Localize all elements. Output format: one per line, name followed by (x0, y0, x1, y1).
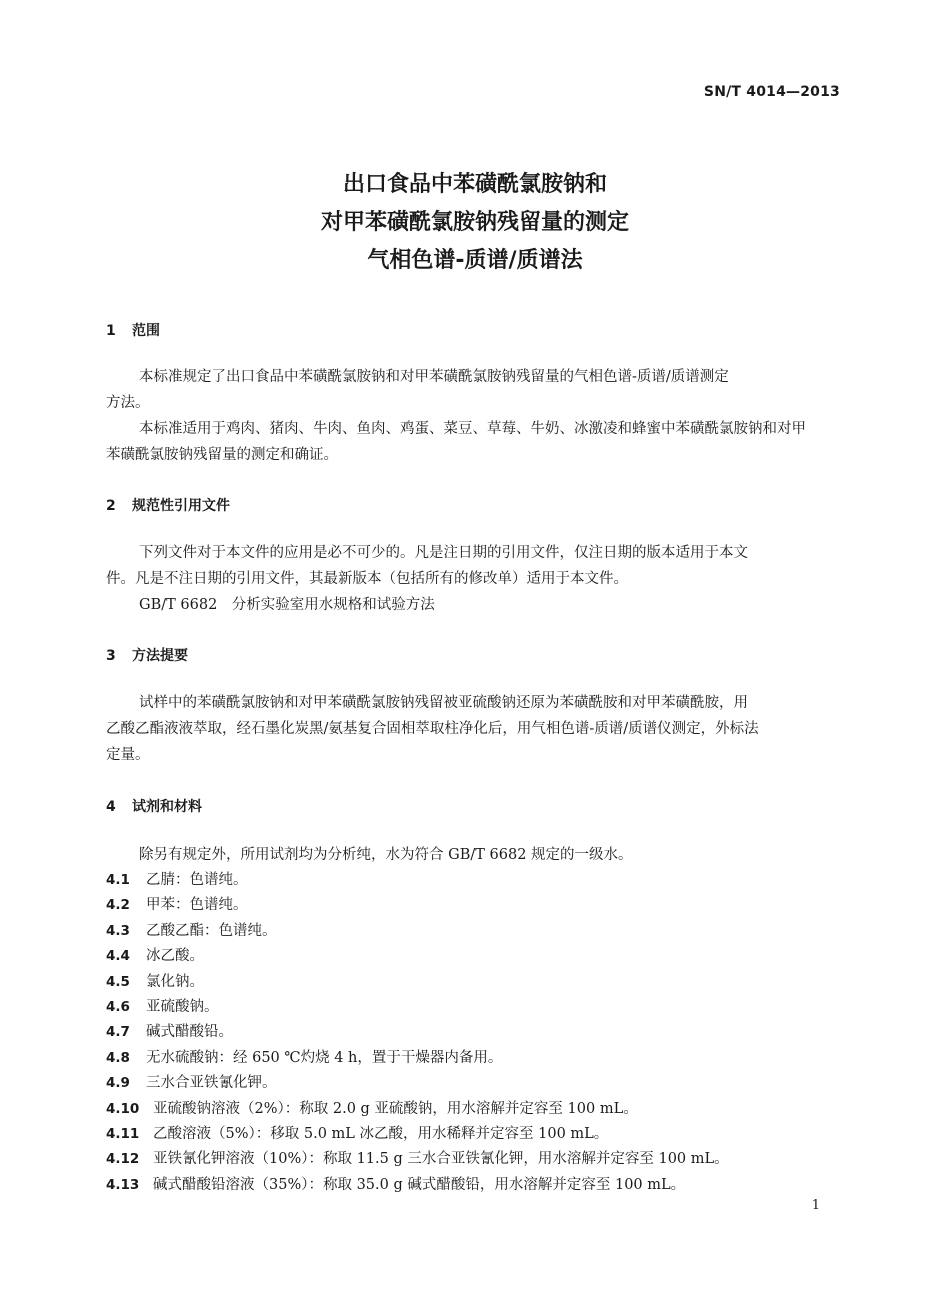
title-line-3: 气相色谱-质谱/质谱法 (367, 248, 583, 273)
section-number: 2 (106, 498, 116, 514)
text-line: 苯磺酰氯胺钠残留量的测定和确证。 (106, 447, 338, 463)
text-line: 乙酸乙酯液液萃取，经石墨化炭黑/氨基复合固相萃取柱净化后，用气相色谱-质谱/质谱仪测定，外标法 (106, 721, 759, 737)
reagent-item (106, 1071, 277, 1092)
section-number: 1 (106, 323, 116, 339)
section-number: 4 (106, 799, 116, 815)
reagent-item-text: 乙酸乙酯：色谱纯。 (146, 922, 277, 939)
text-line: 定量。 (106, 747, 150, 763)
reagent-item (106, 1122, 608, 1143)
text-line: 本标准规定了出口食品中苯磺酰氯胺钠和对甲苯磺酰氯胺钠残留量的气相色谱-质谱/质谱测定 (139, 369, 729, 385)
reagent-item (106, 1147, 729, 1168)
section-title: 试剂和材料 (132, 799, 202, 815)
section-title: 方法提要 (132, 648, 188, 664)
reagent-item-text: 碱式醋酸铅溶液（35%）：称取 35.0 g 碱式醋酸铅，用水溶解并定容至 100 mL。 (153, 1176, 686, 1193)
reagent-item (106, 1046, 502, 1067)
reagent-item (106, 893, 248, 914)
text-line: 本标准适用于鸡肉、猪肉、牛肉、鱼肉、鸡蛋、菜豆、草莓、牛奶、冰激凌和蜂蜜中苯磺酰氯胺钠和对甲 (139, 421, 806, 437)
reagent-item-text: 甲苯：色谱纯。 (146, 897, 248, 914)
reagent-item (106, 1173, 685, 1194)
reagent-item-text: 亚硫酸钠溶液（2%）：称取 2.0 g 亚硫酸钠，用水溶解并定容至 100 mL。 (153, 1100, 638, 1117)
text-line: 件。凡是不注日期的引用文件，其最新版本（包括所有的修改单）适用于本文件。 (106, 571, 628, 587)
reagent-item-number: 4.10 (106, 1100, 140, 1117)
reagent-item (106, 919, 277, 940)
section-4-heading (106, 796, 202, 816)
reagent-item (106, 944, 204, 965)
reagent-item-text: 亚铁氰化钾溶液（10%）：称取 11.5 g 三水合亚铁氰化钾，用水溶解并定容至 100 mL。 (153, 1151, 729, 1168)
normative-reference: GB/T 6682 分析实验室用水规格和试验方法 (139, 597, 435, 613)
reagent-item-text: 三水合亚铁氰化钾。 (146, 1075, 277, 1092)
reagent-item-text: 碱式醋酸铅。 (146, 1024, 233, 1041)
reagent-item (106, 868, 248, 889)
reagent-item-number: 4.3 (106, 922, 130, 939)
reagent-item-number: 4.2 (106, 897, 130, 914)
reagent-item-number: 4.8 (106, 1049, 130, 1066)
text-line: 下列文件对于本文件的应用是必不可少的。凡是注日期的引用文件，仅注日期的版本适用于本文 (139, 545, 748, 561)
section-3-heading (106, 645, 188, 665)
page-number: 1 (811, 1198, 820, 1213)
standard-code: SN/T 4014—2013 (703, 84, 840, 100)
reagent-item-text: 冰乙酸。 (146, 948, 204, 965)
section-3-paragraph (106, 690, 840, 768)
reagent-item-number: 4.4 (106, 948, 130, 965)
section-2-paragraph (106, 540, 840, 618)
reagent-item-text: 无水硫酸钠：经 650 ℃灼烧 4 h，置于干燥器内备用。 (146, 1049, 503, 1066)
text-line: 除另有规定外，所用试剂均为分析纯，水为符合 GB/T 6682 规定的一级水。 (139, 847, 633, 863)
reagent-item (106, 995, 219, 1016)
reagent-item-number: 4.9 (106, 1075, 130, 1092)
reagent-item (106, 1020, 233, 1041)
reagent-item-number: 4.6 (106, 999, 130, 1015)
section-1-paragraph (106, 364, 840, 468)
reagent-item-number: 4.12 (106, 1151, 140, 1168)
reagent-item-number: 4.7 (106, 1024, 130, 1041)
section-4-intro (106, 842, 840, 868)
reagent-item-number: 4.11 (106, 1126, 140, 1142)
section-title: 规范性引用文件 (132, 498, 230, 514)
text-line: 方法。 (106, 395, 150, 411)
reagent-item-text: 乙酸溶液（5%）：移取 5.0 mL 冰乙酸，用水稀释并定容至 100 mL。 (153, 1126, 609, 1142)
reagent-item-text: 乙腈：色谱纯。 (146, 872, 248, 888)
text-line: 试样中的苯磺酰氯胺钠和对甲苯磺酰氯胺钠残留被亚硫酸钠还原为苯磺酰胺和对甲苯磺酰胺，用 (139, 695, 748, 711)
section-2-heading (106, 495, 230, 515)
reagent-item-number: 4.1 (106, 872, 130, 888)
reagent-item-number: 4.13 (106, 1176, 140, 1193)
section-1-heading (106, 320, 160, 340)
reagent-item (106, 970, 204, 991)
reagent-item-text: 亚硫酸钠。 (146, 999, 219, 1015)
section-number: 3 (106, 648, 116, 664)
reagent-item (106, 1097, 638, 1118)
title-line-2: 对甲苯磺酰氯胺钠残留量的测定 (320, 210, 629, 235)
reagent-item-text: 氯化钠。 (146, 973, 204, 990)
reagent-item-number: 4.5 (106, 973, 130, 990)
title-line-1: 出口食品中苯磺酰氯胺钠和 (342, 172, 607, 197)
section-title: 范围 (132, 323, 160, 339)
document-title (0, 166, 950, 280)
